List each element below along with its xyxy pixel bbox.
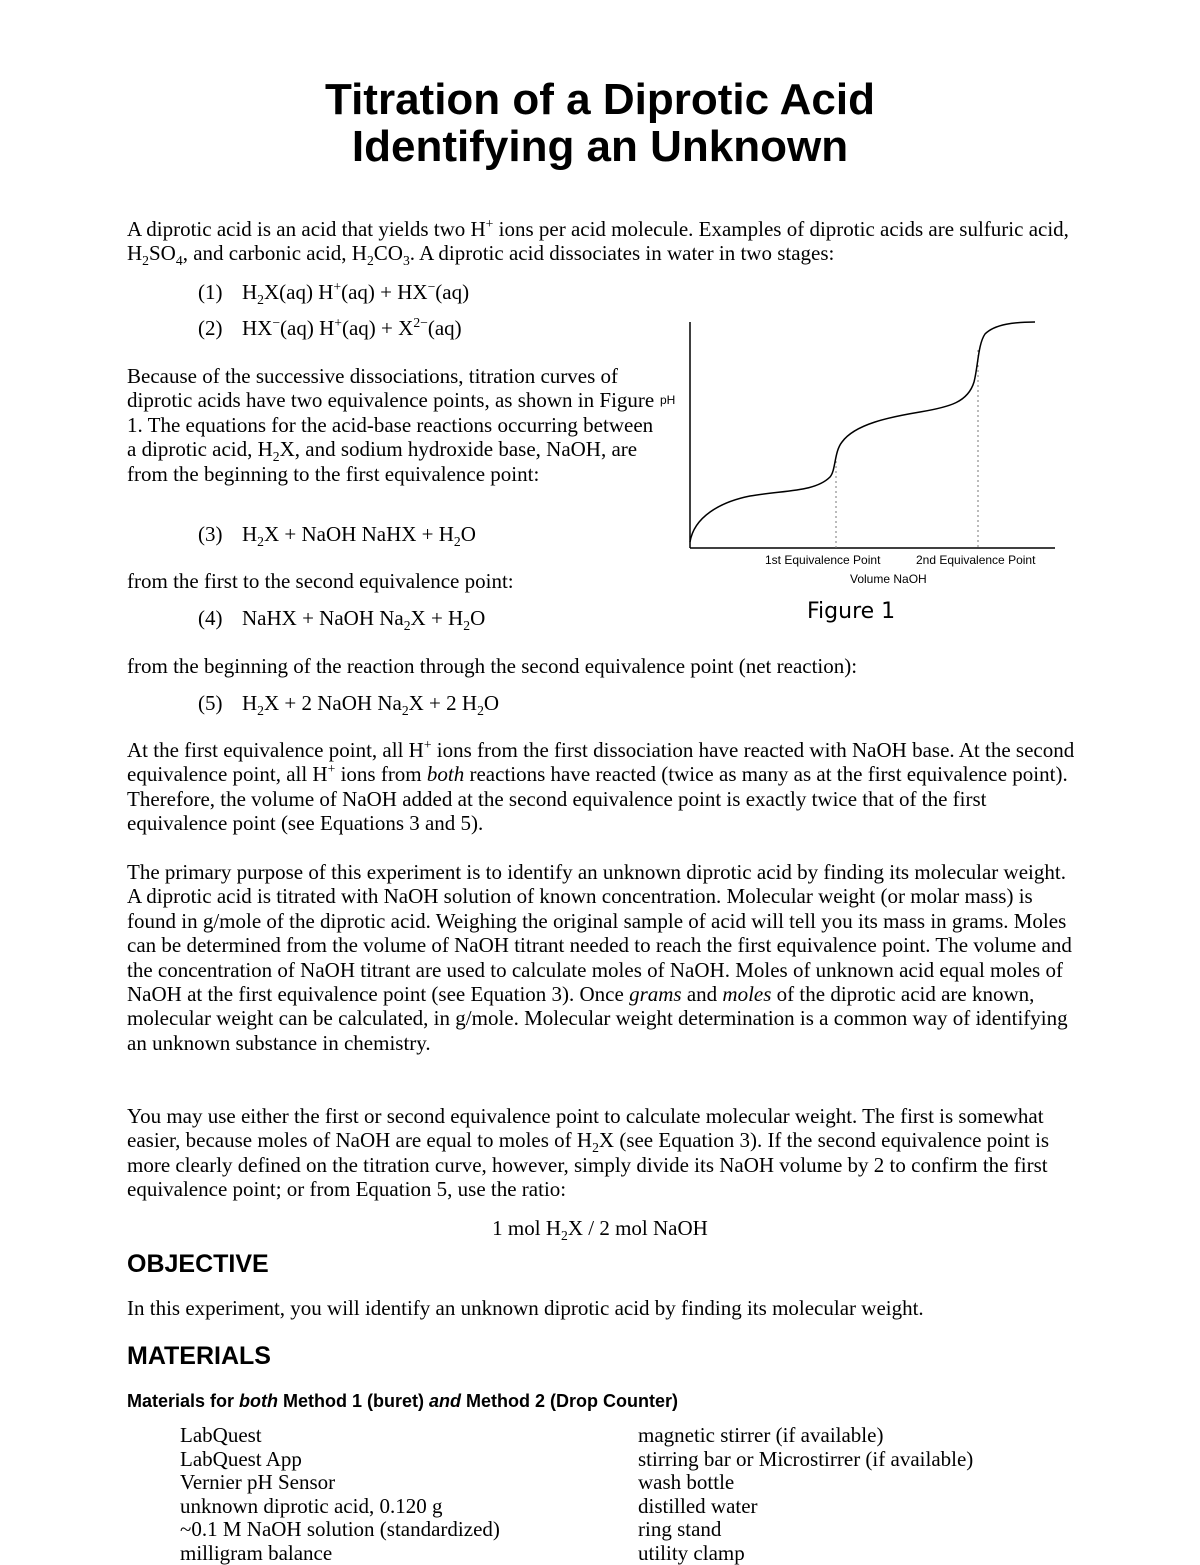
either-paragraph: You may use either the first or second equivalence point to calculate molecular weight. The first is somewhat easier, because moles of NaOH are equal to moles of $H_2X$ (see Equation 3). If the second equivalence point is more clearly defined on the titration curve, however, simply divide its NaOH volume by 2 to confirm the first equivalence point; or from Equation 5, use the ratio: — [127, 1104, 1077, 1202]
list-item: distilled water — [638, 1495, 973, 1519]
objective-heading: OBJECTIVE — [127, 1250, 269, 1279]
y-axis-label: pH — [660, 393, 675, 407]
titration-curve — [690, 322, 1035, 542]
title-line-2: Identifying an Unknown — [0, 123, 1200, 170]
list-item: ~0.1 M NaOH solution (standardized) — [180, 1518, 500, 1542]
equation-1: (1) $H_2X(aq) H^+(aq) + HX^-(aq)$ — [198, 280, 469, 304]
list-item: LabQuest App — [180, 1448, 500, 1472]
objective-text: In this experiment, you will identify an unknown diprotic acid by finding its molecular weight. — [127, 1296, 1077, 1320]
ep1-label: 1st Equivalence Point — [765, 553, 881, 567]
ep2-label: 2nd Equivalence Point — [916, 553, 1036, 567]
equation-2: (2) HX−(aq) $H^+(aq) + X^{2-}(aq)$ — [198, 316, 462, 340]
list-item: milligram balance — [180, 1542, 500, 1565]
first-to-second-text: from the first to the second equivalence point: — [127, 569, 662, 593]
titration-curve-figure — [650, 312, 1070, 632]
equivalence-paragraph: At the first equivalence point, all H+ ions from the first dissociation have reacted with NaOH base. At the second equivalence point, all H+ ions from both reactions have reacted (twice as many as at the first equivalence point). Therefore, the volume of NaOH added at the second equivalence point is exactly twice that of the first equivalence point (see Equations 3 and 5). — [127, 738, 1077, 836]
intro-paragraph: A diprotic acid is an acid that yields two H+ ions per acid molecule. Examples of diprotic acids are sulfuric acid, $H_2SO_4$, and carbonic acid, $H_2CO_3$. A diprotic acid dissociates in water in two stages: — [127, 217, 1077, 266]
materials-subheading: Materials for both Method 1 (buret) and Method 2 (Drop Counter) — [127, 1391, 678, 1412]
list-item: stirring bar or Microstirrer (if available) — [638, 1448, 973, 1472]
equation-5: (5) $H_2X + 2$ NaOH $Na_2X + 2$ $H_2O$ — [198, 691, 499, 715]
materials-heading: MATERIALS — [127, 1342, 271, 1371]
purpose-paragraph: The primary purpose of this experiment is to identify an unknown diprotic acid by finding its molecular weight. A diprotic acid is titrated with NaOH solution of known concentration. Molecular weight (or molar mass) is found in g/mole of the diprotic acid. Weighing the original sample of acid will tell you its mass in grams. Moles can be determined from the volume of NaOH titrant needed to reach the first equivalence point. The volume and the concentration of NaOH titrant are used to calculate moles of NaOH. Moles of unknown acid equal moles of NaOH at the first equivalence point (see Equation 3). Once grams and moles of the diprotic acid are known, molecular weight can be calculated, in g/mole. Molecular weight determination is a common way of identifying an unknown substance in chemistry. — [127, 860, 1077, 1055]
materials-list-right — [638, 1424, 973, 1565]
list-item: Vernier pH Sensor — [180, 1471, 500, 1495]
figure-caption: Figure 1 — [807, 599, 895, 624]
x-axis-label: Volume NaOH — [850, 572, 927, 586]
document-title — [0, 76, 1200, 170]
equation-3: (3) $H_2X$ + NaOH NaHX + $H_2O$ — [198, 522, 476, 546]
beginning-text: from the beginning of the reaction through the second equivalence point (net reaction): — [127, 654, 1077, 678]
materials-list-left — [180, 1424, 500, 1565]
list-item: LabQuest — [180, 1424, 500, 1448]
ratio-equation: 1 mol $H_2X / 2$ mol NaOH — [0, 1216, 1200, 1241]
list-item: magnetic stirrer (if available) — [638, 1424, 973, 1448]
list-item: unknown diprotic acid, 0.120 g — [180, 1495, 500, 1519]
title-line-1: Titration of a Diprotic Acid — [0, 76, 1200, 123]
list-item: utility clamp — [638, 1542, 973, 1565]
list-item: wash bottle — [638, 1471, 973, 1495]
successive-paragraph: Because of the successive dissociations, titration curves of diprotic acids have two equivalence points, as shown in Figure 1. The equations for the acid-base reactions occurring between a diprotic acid, $H_2X$, and sodium hydroxide base, NaOH, are from the beginning to the first equivalence point: — [127, 364, 662, 486]
equation-4: (4) NaHX + NaOH $Na_2X + H_2O$ — [198, 606, 485, 630]
list-item: ring stand — [638, 1518, 973, 1542]
